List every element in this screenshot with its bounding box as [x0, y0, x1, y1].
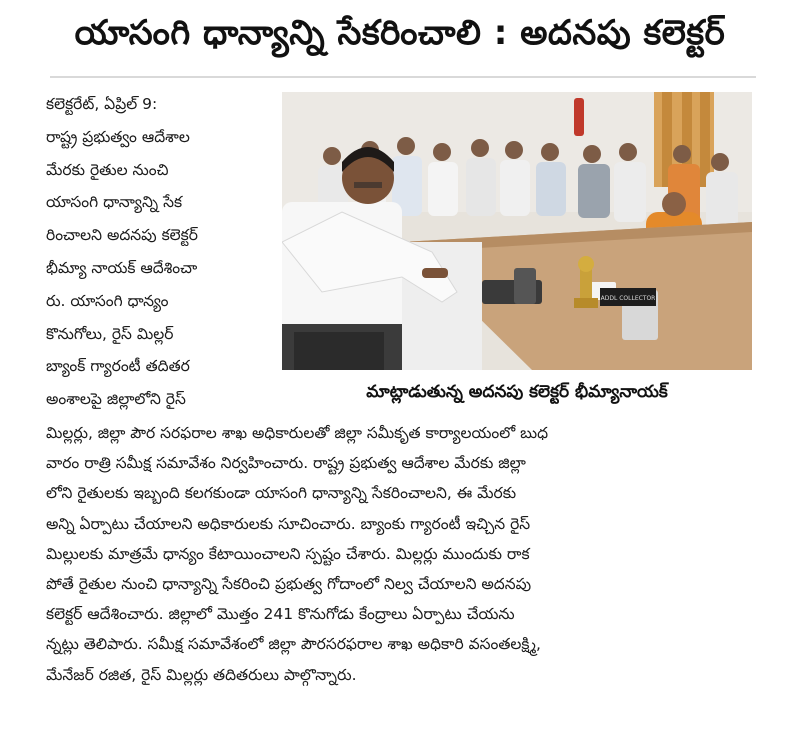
body-line: పోతే రైతుల నుంచి ధాన్యాన్ని సేకరించి ప్రభుత్వ గోదాంలో నిల్వ చేయాలని అదనపు — [46, 575, 532, 594]
body-line: మేరకు రైతుల నుంచి — [46, 160, 169, 179]
body-line: కొనుగోలు, రైస్ మిల్లర్ — [46, 324, 174, 343]
headline-container — [0, 6, 800, 68]
body-line: అంశాలపై జిల్లాలోని రైస్ — [46, 390, 186, 409]
body-line: యాసంగి ధాన్యాన్ని సేక — [46, 193, 183, 212]
body-line: వారం రాత్రి సమీక్ష సమావేశం నిర్వహించారు. రాష్ట్ర ప్రభుత్వ ఆదేశాల మేరకు జిల్లా — [46, 454, 526, 473]
photo-caption: మాట్లాడుతున్న అదనపు కలెక్టర్ భీమ్యానాయక్ — [366, 382, 668, 402]
nameplate-text: ADDL COLLECTOR — [600, 295, 656, 302]
body-line: న్నట్లు తెలిపారు. సమీక్ష సమావేశంలో జిల్లా పౌరసరఫరాల శాఖ అధికారి వసంతలక్ష్మి, — [46, 635, 541, 654]
body-line: లోని రైతులకు ఇబ్బంది కలగకుండా యాసంగి ధాన్యాన్ని సేకరించాలని, ఈ మేరకు — [46, 484, 517, 503]
body-line: బ్యాంక్ గ్యారంటీ తదితర — [46, 357, 190, 376]
article-body-left-column — [46, 88, 270, 416]
body-line: కలెక్టరేట్, ఏప్రిల్ 9: — [46, 95, 158, 113]
news-photo — [282, 92, 752, 370]
body-line: అన్ని ఏర్పాటు చేయాలని అధికారులకు సూచించారు. బ్యాంకు గ్యారంటీ ఇచ్చిన రైస్ — [46, 514, 531, 533]
body-line: కలెక్టర్ ఆదేశించారు. జిల్లాలో మొత్తం 241 కొనుగోడు కేంద్రాలు ఏర్పాటు చేయను — [46, 605, 515, 624]
body-line: రాష్ట్ర ప్రభుత్వం ఆదేశాల — [46, 127, 190, 146]
body-line: భీమ్యా నాయక్ ఆదేశించా — [46, 258, 198, 277]
article-body-full-width — [46, 418, 758, 690]
body-line: రు. యాసంగి ధాన్యం — [46, 291, 169, 310]
body-line: మిల్లులకు మాత్రమే ధాన్యం కేటాయించాలని స్పష్టం చేశారు. మిల్లర్లు ముందుకు రాక — [46, 544, 530, 563]
body-line: రించాలని అదనపు కలెక్టర్ — [46, 226, 198, 245]
headline-rule — [50, 76, 756, 78]
headline: యాసంగి ధాన్యాన్ని సేకరించాలి : అదనపు కలెక్టర్ — [74, 13, 726, 53]
body-line: మేనేజర్ రజిత, రైస్ మిల్లర్లు తదితరులు పాల్గొన్నారు. — [46, 665, 357, 684]
body-line: మిల్లర్లు, జిల్లా పౌర సరఫరాల శాఖ అధికారులతో జిల్లా సమీకృత కార్యాలయంలో బుధ — [46, 424, 549, 442]
